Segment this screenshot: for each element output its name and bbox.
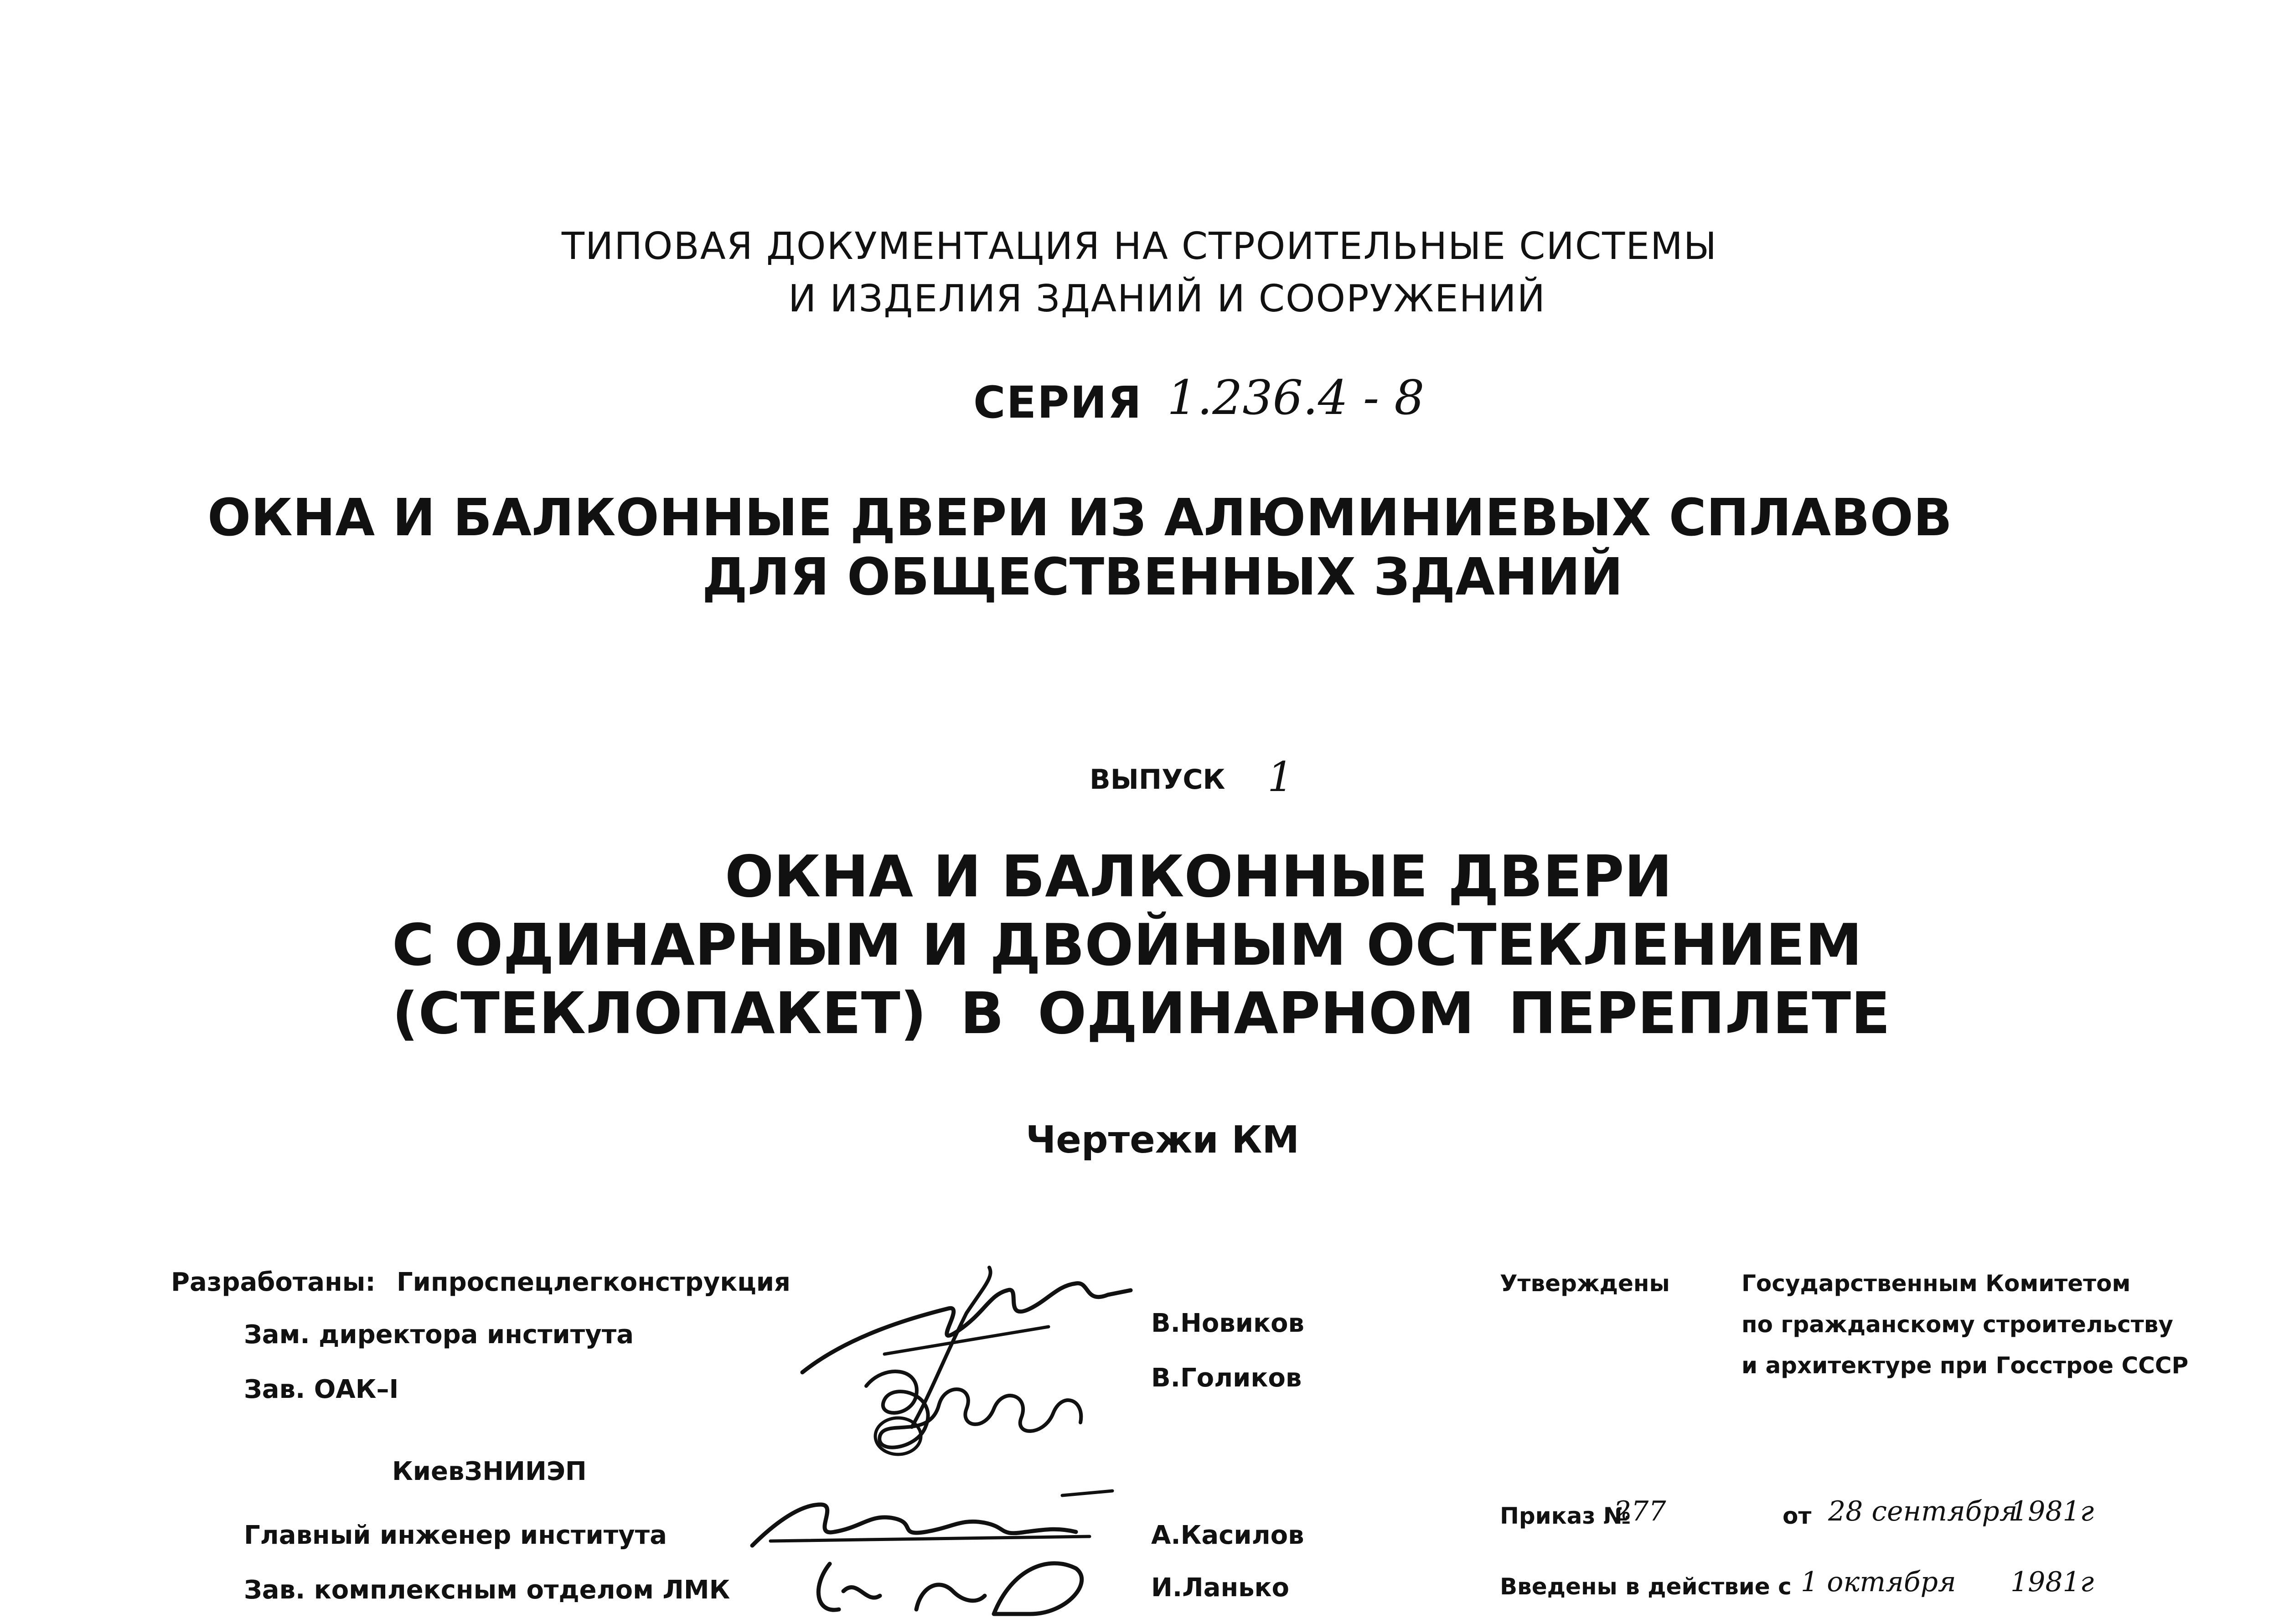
developer-org-2: КиевЗНИИЭП <box>392 1457 587 1486</box>
developer-role-3: Главный инженер института <box>244 1521 667 1550</box>
developer-name-1: В.Новиков <box>1151 1309 1304 1338</box>
main-title-line-1: ОКНА И БАЛКОННЫЕ ДВЕРИ ИЗ АЛЮМИНИЕВЫХ СПЛАВОВ <box>207 488 1953 548</box>
order-date: 28 сентября <box>1828 1495 2018 1527</box>
developer-name-2: В.Голиков <box>1151 1363 1302 1393</box>
drawings-label: Чертежи КМ <box>1026 1118 1299 1162</box>
effective-date: 1 октября <box>1801 1566 1956 1598</box>
order-from-label: от <box>1783 1503 1812 1529</box>
signature-kasilov <box>743 1486 1117 1559</box>
main-title-line-2: ДЛЯ ОБЩЕСТВЕННЫХ ЗДАНИЙ <box>702 548 1623 607</box>
issue-label: ВЫПУСК <box>1090 764 1225 796</box>
signature-lanko <box>802 1550 1094 1624</box>
subtitle-line-1: ОКНА И БАЛКОННЫЕ ДВЕРИ <box>725 843 1673 910</box>
approval-line-1: Государственным Комитетом <box>1742 1270 2131 1297</box>
issue-number: 1 <box>1267 753 1294 801</box>
developer-name-3: А.Касилов <box>1151 1521 1304 1550</box>
developer-role-2: Зав. ОАК–I <box>244 1375 399 1404</box>
developer-role-1: Зам. директора института <box>244 1320 634 1350</box>
developer-role-4: Зав. комплексным отделом ЛМК <box>244 1575 730 1605</box>
approval-line-3: и архитектуре при Госстрое СССР <box>1742 1352 2189 1379</box>
effective-label: Введены в действие с <box>1500 1573 1792 1600</box>
header-line-2: И ИЗДЕЛИЯ ЗДАНИЙ И СООРУЖЕНИЙ <box>788 277 1546 321</box>
developer-name-4: И.Ланько <box>1151 1573 1290 1603</box>
approval-line-2: по гражданскому строительству <box>1742 1311 2173 1338</box>
approval-label: Утверждены <box>1500 1270 1670 1297</box>
developers-label: Разработаны: <box>171 1267 376 1297</box>
subtitle-line-3: (СТЕКЛОПАКЕТ) В ОДИНАРНОМ ПЕРЕПЛЕТЕ <box>392 980 1891 1047</box>
subtitle-line-2: С ОДИНАРНЫМ И ДВОЙНЫМ ОСТЕКЛЕНИЕМ <box>392 911 1862 978</box>
effective-year: 1981г <box>2010 1566 2094 1598</box>
series-label: СЕРИЯ <box>973 377 1142 428</box>
developer-org-1: Гипроспецлегконструкция <box>397 1267 791 1297</box>
order-number: 277 <box>1614 1495 1666 1527</box>
order-label: Приказ № <box>1500 1503 1631 1529</box>
signature-golikov <box>848 1350 1103 1468</box>
order-year: 1981г <box>2010 1495 2094 1527</box>
series-number: 1.236.4 - 8 <box>1167 370 1425 425</box>
header-line-1: ТИПОВАЯ ДОКУМЕНТАЦИЯ НА СТРОИТЕЛЬНЫЕ СИСТЕМЫ <box>561 225 1718 268</box>
